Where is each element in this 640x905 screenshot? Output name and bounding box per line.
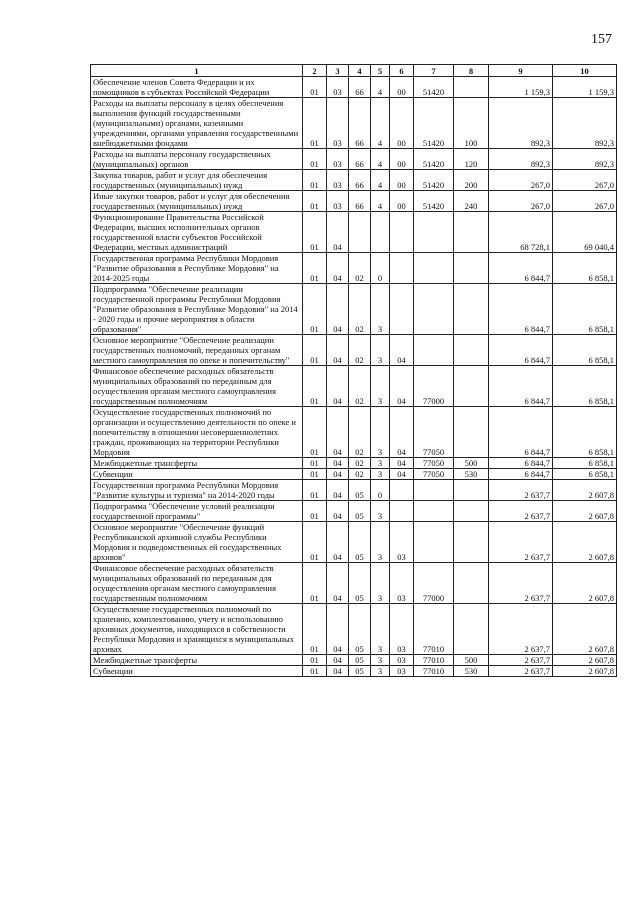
code-cell: 01 [303, 212, 327, 253]
amount-cell: 2 607,8 [553, 666, 617, 677]
code-cell: 66 [349, 191, 371, 212]
code-cell [454, 77, 489, 98]
code-cell [414, 335, 454, 366]
code-cell: 04 [390, 366, 414, 407]
amount-cell: 6 858,1 [553, 469, 617, 480]
code-cell: 77010 [414, 666, 454, 677]
amount-cell: 68 728,1 [489, 212, 553, 253]
code-cell: 3 [371, 563, 390, 604]
code-cell: 02 [349, 284, 371, 335]
code-cell: 66 [349, 77, 371, 98]
code-cell: 03 [390, 522, 414, 563]
code-cell: 3 [371, 604, 390, 655]
code-cell: 02 [349, 458, 371, 469]
code-cell: 01 [303, 335, 327, 366]
code-cell [414, 501, 454, 522]
code-cell [414, 480, 454, 501]
row-name: Расходы на выплаты персоналу в целях обеспечения выполнения функций государственными (муниципальными) органами, казенными учреждениями, органами управления государственными внебюджетными фондами [91, 98, 303, 149]
code-cell: 77050 [414, 469, 454, 480]
table-row [91, 284, 617, 335]
code-cell: 04 [327, 522, 349, 563]
code-cell: 05 [349, 666, 371, 677]
code-cell: 04 [327, 407, 349, 458]
code-cell: 05 [349, 604, 371, 655]
code-cell: 3 [371, 284, 390, 335]
code-cell: 02 [349, 335, 371, 366]
row-name: Межбюджетные трансферты [91, 655, 303, 666]
code-cell: 04 [327, 469, 349, 480]
header-cell: 1 [91, 65, 303, 77]
amount-cell: 6 844,7 [489, 458, 553, 469]
header-cell: 8 [454, 65, 489, 77]
amount-cell: 2 637,7 [489, 522, 553, 563]
amount-cell: 892,3 [553, 149, 617, 170]
code-cell [454, 335, 489, 366]
amount-cell: 69 040,4 [553, 212, 617, 253]
amount-cell: 2 637,7 [489, 563, 553, 604]
code-cell: 4 [371, 191, 390, 212]
row-name: Подпрограмма "Обеспечение условий реализации государственной программы" [91, 501, 303, 522]
code-cell [390, 253, 414, 284]
amount-cell: 6 844,7 [489, 366, 553, 407]
code-cell: 02 [349, 253, 371, 284]
table-row [91, 480, 617, 501]
amount-cell: 892,3 [489, 149, 553, 170]
header-cell: 10 [553, 65, 617, 77]
amount-cell: 2 607,8 [553, 563, 617, 604]
code-cell: 530 [454, 666, 489, 677]
code-cell: 200 [454, 170, 489, 191]
code-cell: 03 [327, 191, 349, 212]
code-cell: 05 [349, 522, 371, 563]
code-cell: 3 [371, 522, 390, 563]
code-cell: 3 [371, 666, 390, 677]
code-cell: 51420 [414, 149, 454, 170]
code-cell: 04 [327, 604, 349, 655]
code-cell: 00 [390, 98, 414, 149]
code-cell [414, 212, 454, 253]
code-cell: 01 [303, 366, 327, 407]
code-cell [414, 522, 454, 563]
code-cell [454, 604, 489, 655]
code-cell: 04 [327, 655, 349, 666]
row-name: Функционирование Правительства Российской Федерации, высших исполнительных органов государственной власти субъектов Российской Федерации, местных администраций [91, 212, 303, 253]
code-cell: 04 [390, 407, 414, 458]
amount-cell: 267,0 [489, 191, 553, 212]
header-cell: 2 [303, 65, 327, 77]
amount-cell: 2 607,8 [553, 522, 617, 563]
code-cell: 01 [303, 407, 327, 458]
code-cell: 3 [371, 458, 390, 469]
code-cell: 500 [454, 655, 489, 666]
code-cell: 66 [349, 98, 371, 149]
code-cell [454, 501, 489, 522]
row-name: Субвенции [91, 469, 303, 480]
code-cell: 51420 [414, 170, 454, 191]
header-cell: 4 [349, 65, 371, 77]
code-cell: 77050 [414, 407, 454, 458]
code-cell: 04 [327, 284, 349, 335]
code-cell: 66 [349, 170, 371, 191]
amount-cell: 6 844,7 [489, 407, 553, 458]
code-cell: 01 [303, 666, 327, 677]
table-row [91, 522, 617, 563]
amount-cell: 6 858,1 [553, 253, 617, 284]
row-name: Субвенции [91, 666, 303, 677]
code-cell: 04 [327, 253, 349, 284]
code-cell: 03 [327, 77, 349, 98]
code-cell: 05 [349, 563, 371, 604]
code-cell: 04 [390, 458, 414, 469]
code-cell: 01 [303, 604, 327, 655]
page-number: 157 [591, 32, 612, 47]
code-cell: 03 [390, 604, 414, 655]
header-cell: 3 [327, 65, 349, 77]
code-cell: 51420 [414, 98, 454, 149]
code-cell [414, 284, 454, 335]
code-cell: 04 [390, 469, 414, 480]
code-cell: 02 [349, 366, 371, 407]
table-row [91, 212, 617, 253]
row-name: Финансовое обеспечение расходных обязательств муниципальных образований по переданным для осуществления органам местного самоуправления государственным полномочиям [91, 366, 303, 407]
code-cell: 01 [303, 284, 327, 335]
table-row [91, 458, 617, 469]
amount-cell: 267,0 [489, 170, 553, 191]
code-cell [454, 212, 489, 253]
code-cell: 04 [327, 212, 349, 253]
code-cell [371, 212, 390, 253]
code-cell: 02 [349, 469, 371, 480]
amount-cell: 2 607,8 [553, 501, 617, 522]
amount-cell: 2 637,7 [489, 655, 553, 666]
code-cell: 01 [303, 469, 327, 480]
amount-cell: 6 858,1 [553, 458, 617, 469]
code-cell: 3 [371, 655, 390, 666]
code-cell: 3 [371, 407, 390, 458]
code-cell: 51420 [414, 191, 454, 212]
code-cell: 0 [371, 253, 390, 284]
code-cell [454, 522, 489, 563]
code-cell: 01 [303, 77, 327, 98]
row-name: Основное мероприятие "Обеспечение реализации государственных полномочий, переданных органам местного самоуправления по опеке и попечительству" [91, 335, 303, 366]
amount-cell: 1 159,3 [489, 77, 553, 98]
code-cell [390, 501, 414, 522]
code-cell: 04 [327, 458, 349, 469]
code-cell: 01 [303, 501, 327, 522]
row-name: Государственная программа Республики Мордовия "Развитие образования в Республике Мордовия" на 2014-2025 годы [91, 253, 303, 284]
code-cell: 500 [454, 458, 489, 469]
code-cell [454, 366, 489, 407]
row-name: Осуществление государственных полномочий по организации и осуществлению деятельности по опеке и попечительству в отношении несовершеннолетних граждан, проживающих на территории Республики Мордовия [91, 407, 303, 458]
code-cell: 77010 [414, 655, 454, 666]
code-cell [454, 480, 489, 501]
amount-cell: 6 858,1 [553, 407, 617, 458]
code-cell: 4 [371, 77, 390, 98]
code-cell: 01 [303, 170, 327, 191]
code-cell: 00 [390, 191, 414, 212]
code-cell: 00 [390, 170, 414, 191]
code-cell [454, 253, 489, 284]
code-cell: 3 [371, 335, 390, 366]
amount-cell: 6 844,7 [489, 469, 553, 480]
code-cell: 04 [327, 501, 349, 522]
row-name: Обеспечение членов Совета Федерации и их помощников в субъектах Российской Федерации [91, 77, 303, 98]
row-name: Расходы на выплаты персоналу государственных (муниципальных) органов [91, 149, 303, 170]
table-row [91, 253, 617, 284]
table-row [91, 563, 617, 604]
table-row [91, 666, 617, 677]
table-row [91, 604, 617, 655]
code-cell: 4 [371, 98, 390, 149]
amount-cell: 892,3 [489, 98, 553, 149]
code-cell: 01 [303, 149, 327, 170]
row-name: Финансовое обеспечение расходных обязательств муниципальных образований по переданным для осуществления органам местного самоуправления государственным полномочиям [91, 563, 303, 604]
code-cell: 04 [327, 366, 349, 407]
code-cell [390, 212, 414, 253]
code-cell: 100 [454, 98, 489, 149]
table-body [91, 77, 617, 677]
code-cell: 00 [390, 77, 414, 98]
code-cell: 01 [303, 655, 327, 666]
code-cell: 01 [303, 98, 327, 149]
amount-cell: 2 607,8 [553, 604, 617, 655]
amount-cell: 267,0 [553, 170, 617, 191]
code-cell: 3 [371, 501, 390, 522]
amount-cell: 2 637,7 [489, 480, 553, 501]
code-cell: 01 [303, 191, 327, 212]
amount-cell: 2 607,8 [553, 480, 617, 501]
code-cell: 04 [327, 563, 349, 604]
row-name: Государственная программа Республики Мордовия "Развитие культуры и туризма" на 2014-2020 годы [91, 480, 303, 501]
code-cell: 03 [327, 98, 349, 149]
header-cell: 6 [390, 65, 414, 77]
amount-cell: 6 844,7 [489, 253, 553, 284]
table-row [91, 191, 617, 212]
header-row [91, 65, 617, 77]
code-cell: 77000 [414, 563, 454, 604]
code-cell: 3 [371, 469, 390, 480]
code-cell: 240 [454, 191, 489, 212]
code-cell: 77000 [414, 366, 454, 407]
code-cell [390, 284, 414, 335]
code-cell [454, 407, 489, 458]
code-cell: 03 [390, 666, 414, 677]
header-cell: 9 [489, 65, 553, 77]
code-cell: 03 [327, 170, 349, 191]
code-cell: 4 [371, 170, 390, 191]
code-cell: 04 [327, 666, 349, 677]
code-cell: 01 [303, 563, 327, 604]
code-cell: 04 [327, 480, 349, 501]
row-name: Закупка товаров, работ и услуг для обеспечения государственных (муниципальных) нужд [91, 170, 303, 191]
code-cell [349, 212, 371, 253]
row-name: Межбюджетные трансферты [91, 458, 303, 469]
code-cell: 00 [390, 149, 414, 170]
row-name: Осуществление государственных полномочий по хранению, комплектованию, учету и использованию архивных документов, находящихся в собственности Республики Мордовия и хранящихся в муниципальных архивах [91, 604, 303, 655]
code-cell: 51420 [414, 77, 454, 98]
amount-cell: 6 858,1 [553, 366, 617, 407]
row-name: Подпрограмма "Обеспечение реализации государственной программы Республики Мордовия "Развитие образования в Республике Мордовия" на 2014 - 2020 годы и прочие мероприятия в области образования" [91, 284, 303, 335]
code-cell: 03 [390, 563, 414, 604]
code-cell: 01 [303, 522, 327, 563]
code-cell: 0 [371, 480, 390, 501]
code-cell: 04 [327, 335, 349, 366]
code-cell: 530 [454, 469, 489, 480]
table-row [91, 366, 617, 407]
table-row [91, 501, 617, 522]
code-cell: 04 [390, 335, 414, 366]
amount-cell: 6 858,1 [553, 335, 617, 366]
code-cell: 01 [303, 253, 327, 284]
code-cell: 120 [454, 149, 489, 170]
code-cell: 01 [303, 480, 327, 501]
code-cell: 66 [349, 149, 371, 170]
table-row [91, 469, 617, 480]
table-row [91, 655, 617, 666]
row-name: Основное мероприятие "Обеспечение функций Республиканской архивной службы Республики Мордовия и подведомственных ей государственных архивов" [91, 522, 303, 563]
code-cell: 77050 [414, 458, 454, 469]
code-cell: 03 [327, 149, 349, 170]
code-cell: 05 [349, 480, 371, 501]
header-cell: 7 [414, 65, 454, 77]
code-cell: 77010 [414, 604, 454, 655]
amount-cell: 6 844,7 [489, 284, 553, 335]
code-cell: 4 [371, 149, 390, 170]
code-cell: 3 [371, 366, 390, 407]
amount-cell: 6 844,7 [489, 335, 553, 366]
amount-cell: 2 637,7 [489, 501, 553, 522]
code-cell: 01 [303, 458, 327, 469]
code-cell [454, 284, 489, 335]
code-cell: 05 [349, 501, 371, 522]
table-row [91, 407, 617, 458]
table-row [91, 98, 617, 149]
amount-cell: 2 637,7 [489, 604, 553, 655]
code-cell: 03 [390, 655, 414, 666]
table-row [91, 170, 617, 191]
code-cell: 02 [349, 407, 371, 458]
code-cell: 05 [349, 655, 371, 666]
amount-cell: 892,3 [553, 98, 617, 149]
table-row [91, 335, 617, 366]
amount-cell: 267,0 [553, 191, 617, 212]
amount-cell: 1 159,3 [553, 77, 617, 98]
header-cell: 5 [371, 65, 390, 77]
amount-cell: 2 637,7 [489, 666, 553, 677]
code-cell [390, 480, 414, 501]
code-cell [414, 253, 454, 284]
amount-cell: 2 607,8 [553, 655, 617, 666]
budget-table [90, 64, 617, 677]
table-row [91, 77, 617, 98]
amount-cell: 6 858,1 [553, 284, 617, 335]
code-cell [454, 563, 489, 604]
table-row [91, 149, 617, 170]
row-name: Иные закупки товаров, работ и услуг для обеспечения государственных (муниципальных) нужд [91, 191, 303, 212]
